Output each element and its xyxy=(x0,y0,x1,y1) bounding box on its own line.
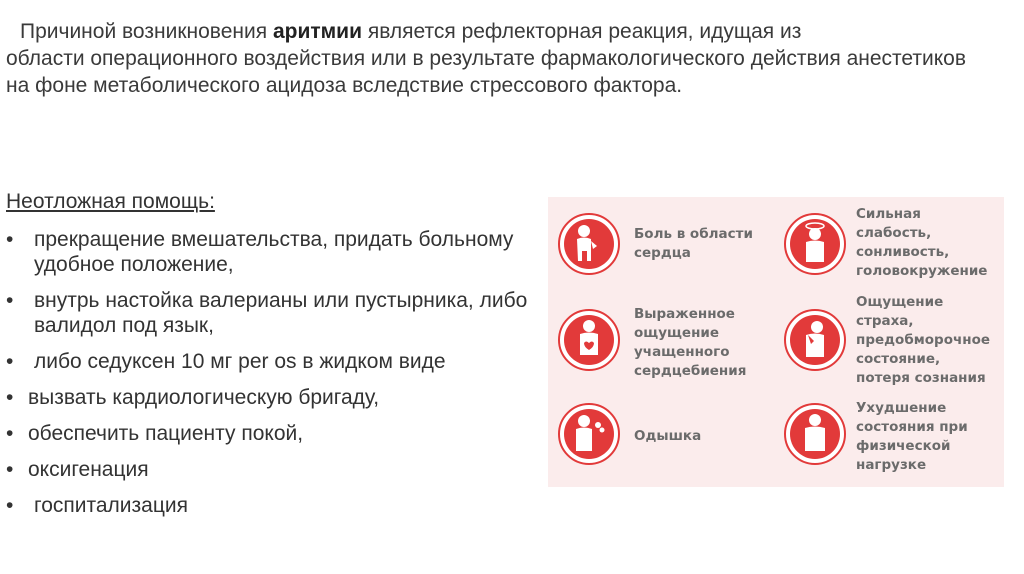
intro-paragraph xyxy=(6,18,1016,99)
symptom-label: Одышка xyxy=(634,428,702,444)
list-item: • либо седуксен 10 мг per os в жидком виде xyxy=(6,349,536,374)
chest-pain-icon xyxy=(558,213,620,275)
palpitation-icon xyxy=(558,309,620,371)
emergency-steps-list xyxy=(6,227,536,529)
symptom-label: Выраженное ощущение учащенного сердцебиения xyxy=(634,306,747,379)
intro-keyword: аритмии xyxy=(272,20,362,43)
list-item: • госпитализация xyxy=(6,493,536,518)
emergency-help-title: Неотложная помощь: xyxy=(6,190,215,213)
symptom-label: Сильная слабость, сонливость, головокружение xyxy=(856,206,988,279)
list-item: • прекращение вмешательства, придать больному удобное положение, xyxy=(6,227,536,277)
list-item: • вызвать кардиологическую бригаду, xyxy=(6,385,536,410)
symptom-label: Ухудшение состояния при физической нагрузке xyxy=(856,400,968,473)
shortness-of-breath-icon xyxy=(558,403,620,465)
fainting-icon xyxy=(784,309,846,371)
list-item: • оксигенация xyxy=(6,457,536,482)
list-item: • обеспечить пациенту покой, xyxy=(6,421,536,446)
exertion-icon xyxy=(784,403,846,465)
list-item: • внутрь настойка валерианы или пустырника, либо валидол под язык, xyxy=(6,288,536,338)
symptoms-infographic xyxy=(548,197,1004,487)
intro-text-rest: области операционного воздействия или в результате фармакологического действия анестетиков на фоне метаболического ацидоза вследствие стрессового фактора. xyxy=(6,47,967,97)
dizziness-icon xyxy=(784,213,846,275)
symptom-label: Боль в области сердца xyxy=(634,226,753,261)
intro-text-start: Причиной возникновения xyxy=(20,20,273,43)
symptom-label: Ощущение страха, предобморочное состояние, потеря сознания xyxy=(856,294,991,386)
intro-text-end: является рефлекторная реакция, идущая из xyxy=(362,20,802,43)
